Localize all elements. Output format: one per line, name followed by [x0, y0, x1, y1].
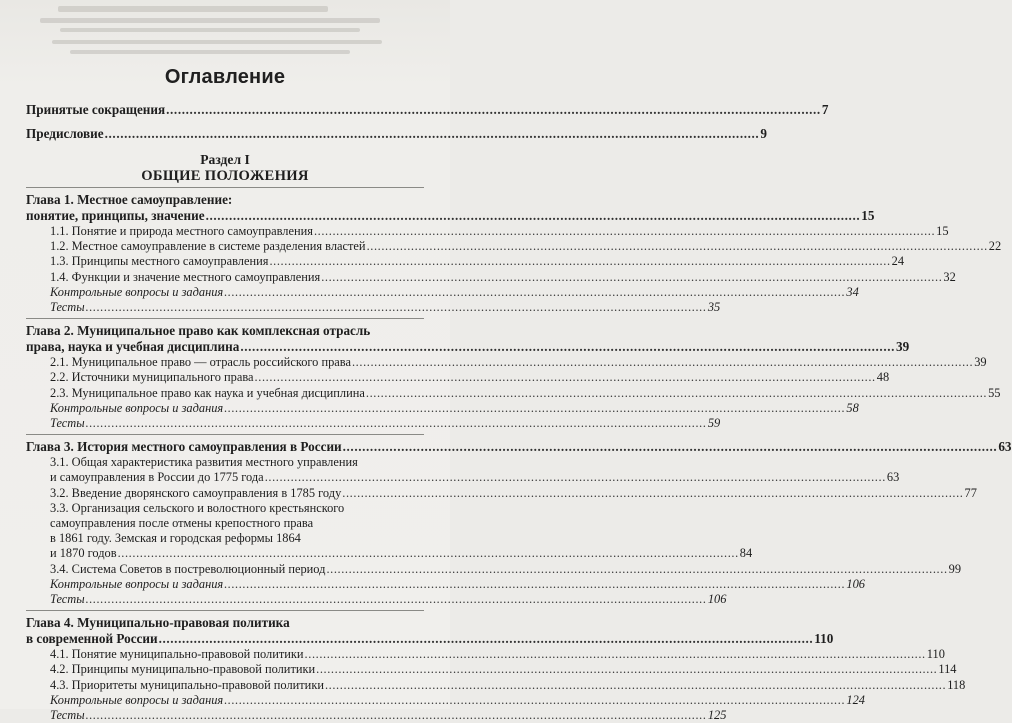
entry-page: 63	[998, 439, 1012, 455]
toc-subentry[interactable]	[26, 355, 987, 370]
toc-subentry[interactable]	[26, 561, 962, 577]
entry-page: 15	[936, 224, 949, 238]
entry-page: 106	[707, 592, 727, 607]
entry-page: 7	[821, 102, 829, 117]
entry-page: 99	[948, 561, 962, 576]
leader-dots	[206, 208, 861, 224]
entry-page: 124	[846, 692, 865, 707]
leader-dots	[86, 416, 707, 431]
entry-page: 24	[891, 254, 905, 269]
entry-page: 15	[861, 208, 875, 223]
toc-subentry-line: 3.3. Организация сельского и волостного крестьянского	[50, 500, 345, 515]
toc-subentry[interactable]	[26, 546, 753, 561]
leader-dots	[314, 224, 935, 239]
tests-entry[interactable]	[26, 300, 721, 315]
chapter-title-line: Глава 2. Муниципальное право как комплексная отрасль	[26, 323, 371, 339]
toc-subentry[interactable]	[26, 254, 905, 269]
entry-title: Предисловие	[26, 126, 104, 141]
chapter-heading[interactable]	[26, 439, 1012, 455]
toc-subentry[interactable]	[26, 370, 890, 385]
leader-dots	[255, 370, 876, 385]
toc-subentry[interactable]	[26, 677, 966, 693]
leader-dots	[305, 647, 926, 662]
leader-dots	[86, 592, 707, 607]
tests-entry[interactable]	[26, 592, 727, 607]
entry-title: 1.2. Местное самоуправление в системе разделения властей	[50, 239, 366, 254]
entry-title: Контрольные вопросы и задания	[50, 400, 224, 415]
entry-page: 34	[846, 284, 859, 299]
tests-entry[interactable]	[26, 708, 727, 723]
leader-dots	[352, 355, 973, 370]
entry-title: 2.1. Муниципальное право — отрасль российского права	[50, 355, 351, 370]
leader-dots	[325, 678, 946, 693]
toc-subentry-line: самоуправления после отмены крепостного права	[50, 516, 314, 531]
leader-dots	[224, 577, 845, 592]
leader-dots	[105, 126, 760, 142]
entry-title: 4.1. Понятие муниципально-правовой политики	[50, 647, 304, 662]
entry-page: 39	[974, 355, 987, 370]
review-questions-entry[interactable]	[26, 692, 865, 708]
entry-page: 22	[988, 239, 1002, 254]
leader-dots	[224, 693, 845, 708]
toc-subentry-line: 3.1. Общая характеристика развития местного управления	[50, 455, 358, 470]
chapter-block	[26, 192, 1002, 315]
entry-title: 1.3. Принципы местного самоуправления	[50, 254, 269, 269]
entry-title: 1.4. Функции и значение местного самоуправления	[50, 269, 321, 284]
entry-page: 9	[760, 126, 767, 141]
entry-title: 2.3. Муниципальное право как наука и учебная дисциплина	[50, 385, 365, 400]
entry-title: понятие, принципы, значение	[26, 208, 205, 223]
chapter-heading[interactable]	[26, 339, 910, 355]
leader-dots	[326, 562, 947, 577]
leader-dots	[343, 439, 998, 455]
entry-page: 55	[988, 385, 1001, 400]
leader-dots	[86, 300, 707, 315]
review-questions-entry[interactable]	[26, 576, 865, 592]
entry-page: 106	[846, 576, 865, 591]
leader-dots	[265, 470, 886, 485]
toc-subentry-line: в 1861 году. Земская и городская реформы 1864	[50, 531, 301, 546]
entry-page: 48	[876, 370, 890, 385]
entry-title: и самоуправления в России до 1775 года	[50, 470, 264, 485]
entry-title: Контрольные вопросы и задания	[50, 284, 224, 299]
entry-page: 118	[947, 677, 966, 692]
entry-page: 63	[886, 470, 900, 485]
entry-page: 77	[964, 485, 977, 500]
leader-dots	[166, 102, 821, 118]
entry-title: в современной России	[26, 631, 158, 647]
leader-dots	[366, 386, 987, 401]
toc-subentry[interactable]	[26, 662, 957, 677]
entry-title: 3.2. Введение дворянского самоуправления в 1785 году	[50, 485, 342, 500]
entry-page: 110	[926, 647, 945, 662]
entry-page: 58	[846, 400, 859, 415]
chapter-heading[interactable]	[26, 631, 834, 647]
chapter-heading[interactable]	[26, 208, 875, 224]
entry-title: и 1870 годов	[50, 546, 117, 561]
entry-title: Контрольные вопросы и задания	[50, 692, 224, 707]
leader-dots	[224, 401, 845, 416]
entry-title: Принятые сокращения	[26, 102, 166, 117]
tests-entry[interactable]	[26, 416, 721, 431]
section-divider	[26, 187, 424, 188]
entry-page: 125	[707, 708, 727, 723]
chapter-block	[26, 439, 1012, 607]
toc-subentry[interactable]	[26, 647, 945, 662]
entry-title: 3.4. Система Советов в постреволюционный период	[50, 561, 326, 576]
toc-subentry[interactable]	[26, 224, 949, 239]
entry-page: 35	[707, 300, 721, 315]
chapter-block	[26, 615, 966, 723]
section-name: ОБЩИЕ ПОЛОЖЕНИЯ	[141, 168, 309, 184]
toc-entry-abbreviations[interactable]	[26, 102, 829, 118]
leader-dots	[240, 339, 895, 355]
chapter-divider	[26, 434, 424, 435]
entry-page: 114	[938, 662, 957, 677]
entry-title: 4.2. Принципы муниципально-правовой политики	[50, 662, 316, 677]
entry-title: Глава 3. История местного самоуправления в России	[26, 439, 342, 455]
entry-title: 2.2. Источники муниципального права	[50, 370, 254, 385]
leader-dots	[224, 285, 845, 300]
review-questions-entry[interactable]	[26, 284, 859, 300]
entry-page: 59	[707, 416, 721, 431]
toc-subentry[interactable]	[26, 239, 1002, 254]
entry-page: 32	[943, 269, 956, 284]
chapter-divider	[26, 610, 424, 611]
chapter-block	[26, 323, 1001, 431]
toc-entry-preface[interactable]	[26, 126, 767, 142]
leader-dots	[316, 662, 937, 677]
show-through-text	[0, 0, 450, 62]
toc-subentry[interactable]	[26, 269, 956, 285]
entry-title: 4.3. Приоритеты муниципально-правовой политики	[50, 677, 324, 692]
page-title: Оглавление	[164, 66, 286, 88]
toc-subentry[interactable]	[26, 485, 977, 501]
chapter-list	[26, 192, 1012, 723]
section-label: Раздел I	[200, 152, 250, 167]
leader-dots	[86, 708, 707, 723]
entry-title: 1.1. Понятие и природа местного самоуправления	[50, 224, 313, 238]
chapter-title-line: Глава 1. Местное самоуправление:	[26, 192, 233, 207]
toc-subentry[interactable]	[26, 385, 1001, 401]
leader-dots	[118, 546, 739, 561]
entry-title: Тесты	[50, 708, 85, 723]
leader-dots	[159, 631, 814, 647]
entry-page: 84	[739, 546, 753, 561]
entry-title: Контрольные вопросы и задания	[50, 576, 224, 591]
entry-title: Тесты	[50, 592, 85, 607]
entry-page: 39	[896, 339, 910, 355]
leader-dots	[367, 239, 988, 254]
entry-page: 110	[814, 631, 834, 647]
chapter-divider	[26, 318, 424, 319]
entry-title: Тесты	[50, 300, 85, 315]
leader-dots	[269, 254, 890, 269]
entry-title: Тесты	[50, 416, 85, 431]
entry-title: права, наука и учебная дисциплина	[26, 339, 240, 355]
table-of-contents	[26, 102, 1012, 723]
review-questions-entry[interactable]	[26, 400, 859, 416]
toc-subentry[interactable]	[26, 470, 900, 485]
chapter-title-line: Глава 4. Муниципально-правовая политика	[26, 615, 290, 631]
leader-dots	[321, 270, 942, 285]
leader-dots	[342, 486, 963, 501]
